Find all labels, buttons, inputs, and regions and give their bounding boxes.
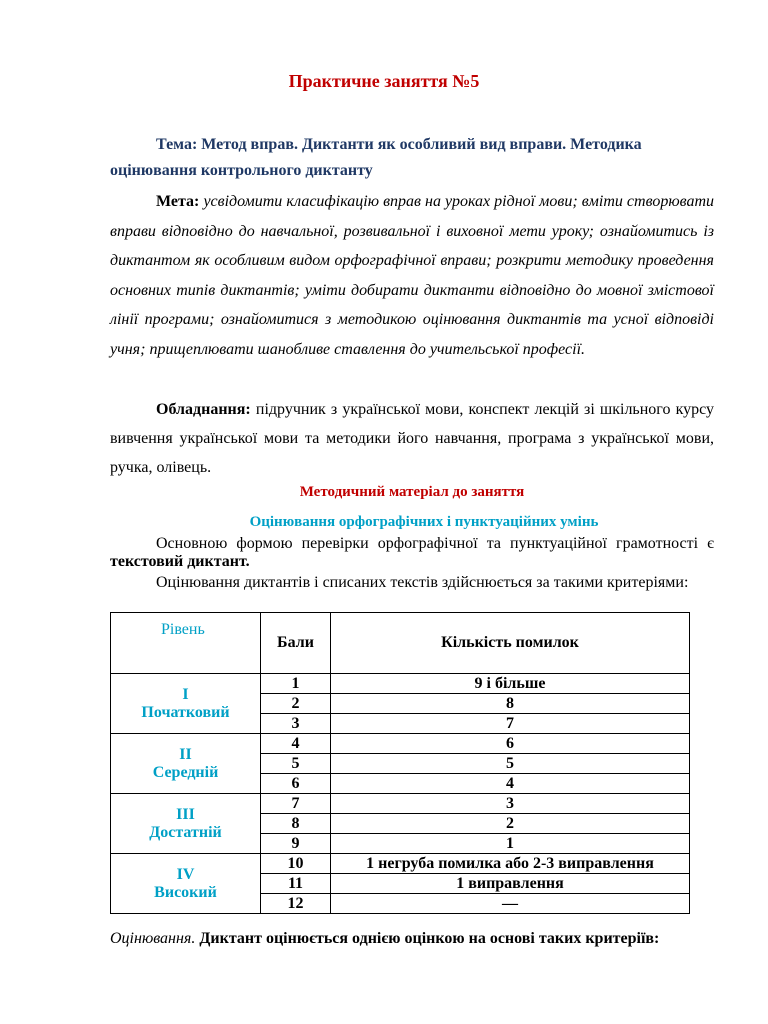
form-bold: текстовий диктант. [110, 553, 250, 570]
errors-cell: 2 [331, 814, 690, 834]
score-cell: 10 [261, 854, 331, 874]
form-text: Основною формою перевірки орфографічної та пунктуаційної грамотності є [156, 535, 714, 552]
equipment-paragraph [110, 395, 714, 482]
errors-cell: 1 [331, 834, 690, 854]
level-cell [111, 674, 261, 734]
level-roman: I [182, 685, 189, 703]
table-row [111, 674, 690, 694]
level-cell [111, 794, 261, 854]
level-cell [111, 734, 261, 794]
page-title: Практичне заняття №5 [288, 71, 480, 91]
errors-cell: 3 [331, 794, 690, 814]
table-row [111, 854, 690, 874]
table-row [111, 734, 690, 754]
errors-cell: 6 [331, 734, 690, 754]
score-cell: 9 [261, 834, 331, 854]
errors-cell: 7 [331, 714, 690, 734]
level-roman: II [179, 745, 192, 763]
score-cell: 6 [261, 774, 331, 794]
errors-cell: 1 виправлення [331, 874, 690, 894]
score-cell: 7 [261, 794, 331, 814]
level-cell [111, 854, 261, 914]
score-cell: 11 [261, 874, 331, 894]
score-cell: 4 [261, 734, 331, 754]
goal-label: Мета: [156, 193, 200, 210]
header-errors: Кількість помилок [331, 613, 690, 674]
grading-table [110, 612, 690, 914]
level-name: Високий [154, 883, 217, 901]
errors-cell: 4 [331, 774, 690, 794]
level-roman: III [176, 805, 195, 823]
evaluation-label: Оцінювання. [110, 930, 196, 947]
errors-cell: 1 негруба помилка або 2-3 виправлення [331, 854, 690, 874]
header-score: Бали [261, 613, 331, 674]
score-cell: 3 [261, 714, 331, 734]
level-name: Достатній [149, 823, 222, 841]
subsection-title: Оцінювання орфографічних і пунктуаційних умінь [249, 514, 599, 530]
header-level: Рівень [111, 613, 261, 674]
score-cell: 1 [261, 674, 331, 694]
section-title: Методичний матеріал до заняття [299, 484, 525, 500]
table-row [111, 794, 690, 814]
errors-cell: — [331, 894, 690, 914]
errors-cell: 8 [331, 694, 690, 714]
level-name: Початковий [141, 703, 230, 721]
equipment-text: підручник з української мови, конспект лекцій зі шкільного курсу вивчення української мови та методики його навчання, програма з української мови, ручка, олівець. [110, 401, 715, 476]
goal-paragraph [110, 187, 714, 364]
form-paragraph [110, 535, 714, 571]
level-name: Середній [152, 763, 219, 781]
topic-heading: Тема: Метод вправ. Диктанти як особливий вид вправи. Методика оцінювання контрольного диктанту [110, 136, 642, 179]
score-cell: 8 [261, 814, 331, 834]
score-cell: 12 [261, 894, 331, 914]
equipment-label: Обладнання: [156, 401, 251, 418]
goal-text: усвідомити класифікацію вправ на уроках рідної мови; вміти створювати вправи відповідно до навчальної, розвивальної і виховної мети уроку; ознайомитись із диктантом як особливим видом орфографічної вправи; розкрити методику проведення основних типів диктантів; уміти добирати диктанти відповідно до мовної змістової лінії програми; ознайомитися з методикою оцінювання диктантів та усної відповіді учня; прищеплювати шанобливе ставлення до учительської професії. [110, 193, 714, 358]
level-roman: IV [176, 865, 195, 883]
score-cell: 2 [261, 694, 331, 714]
criteria-paragraph: Оцінювання диктантів і списаних текстів здійснюється за такими критеріями: [156, 574, 689, 591]
errors-cell: 5 [331, 754, 690, 774]
evaluation-paragraph [110, 930, 730, 948]
errors-cell: 9 і більше [331, 674, 690, 694]
table-header-row [111, 613, 690, 674]
evaluation-text: Диктант оцінюється однією оцінкою на основі таких критеріїв: [199, 930, 660, 947]
score-cell: 5 [261, 754, 331, 774]
